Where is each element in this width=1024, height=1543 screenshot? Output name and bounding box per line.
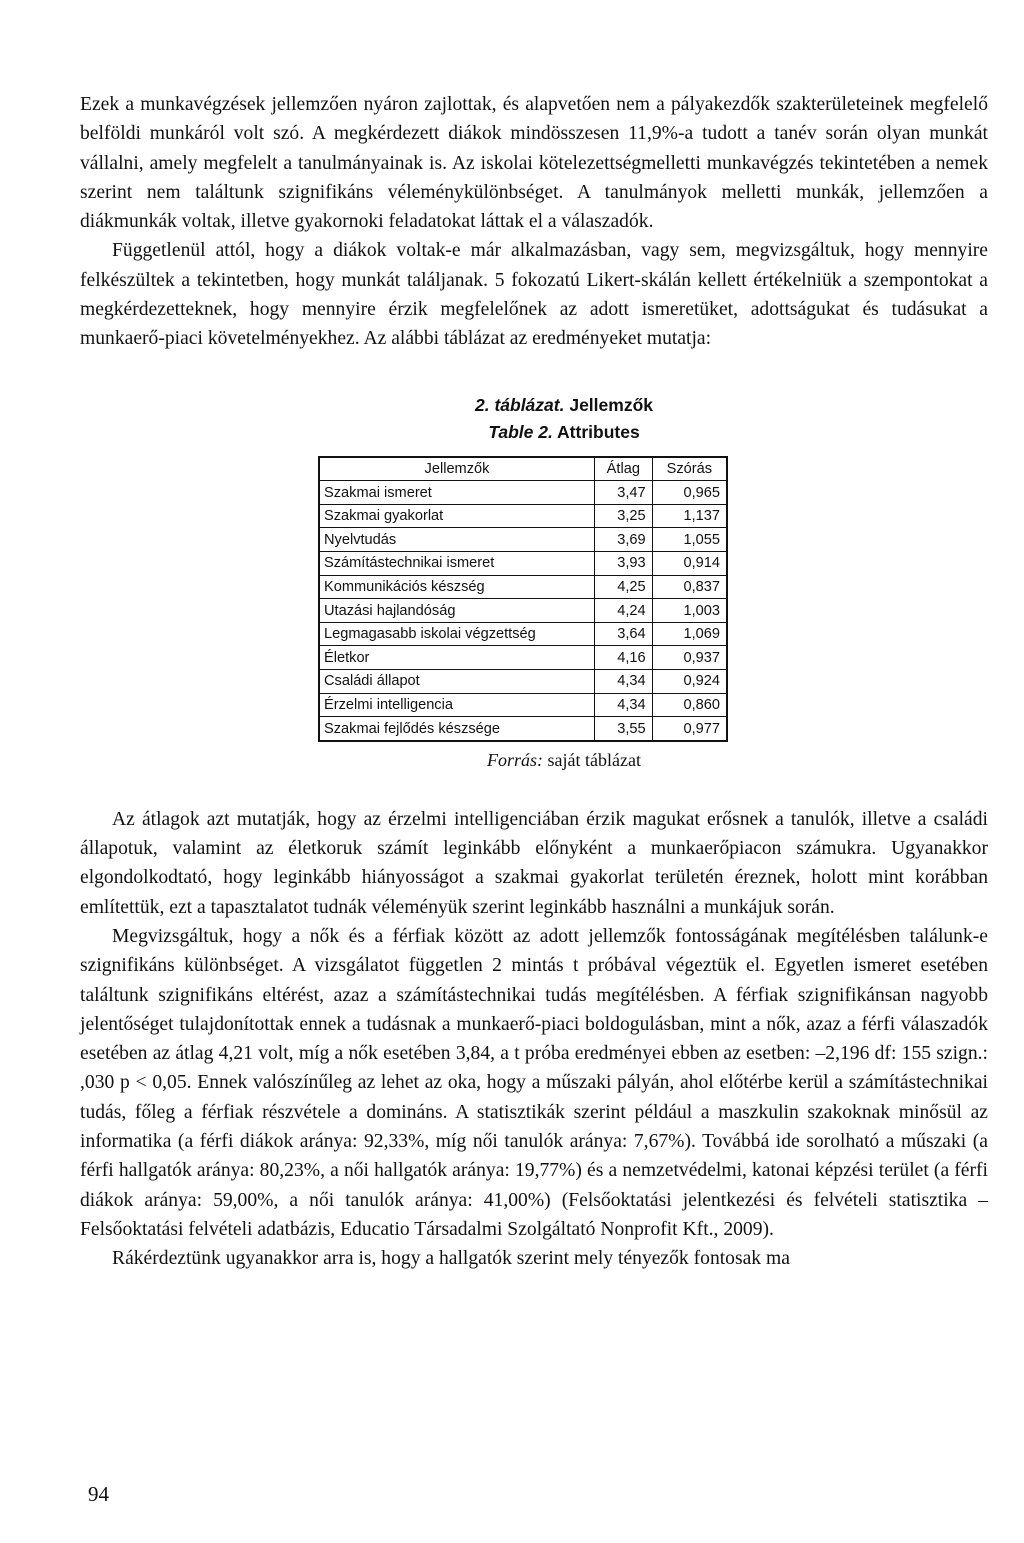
cell-attribute: Családi állapot (319, 670, 595, 694)
cell-attribute: Érzelmi intelligencia (319, 693, 595, 717)
paragraph-gender-analysis: Megvizsgáltuk, hogy a nők és a férfiak között az adott jellemzők fontosságának megítélésben találunk-e szignifikáns különbséget. A vizsgálatot független 2 mintás t próbával végeztük el. Egyetlen ismeret esetében találtunk szignifikáns eltérést, azaz a számítástechnikai tudás megítélésben. A férfiak szignifikánsan nagyobb jelentőséget tulajdonítottak ennek a tudásnak a munkaerő-piaci boldogulásban, mint a nők, azaz a férfi válaszadók esetében az átlag 4,21 volt, míg a nők esetében 3,84, a t próba eredményei ebben az esetben: –2,196 df: 155 szign.: ,030 p < 0,05. Ennek valószínűleg az lehet az oka, hogy a műszaki pályán, ahol előtérbe kerül a számítástechnikai tudás, főleg a férfiak részvétele a domináns. A statisztikák szerint például a maszkulin szakoknak minősül az informatika (a férfi diákok aránya: 92,33%, míg női tanulók aránya: 7,67%). Továbbá ide sorolható a műszaki (a férfi hallgatók aránya: 80,23%, a női hallgatók aránya: 19,77%) és a nemzetvédelmi, katonai képzési terület (a férfi diákok aránya: 59,00%, a női tanulók aránya: 41,00%) (Felsőoktatási jelentkezési és felvételi statisztika – Felsőoktatási felvételi adatbázis, Educatio Társadalmi Szolgáltató Nonprofit Kft., 2009). (80, 925, 988, 1240)
cell-mean: 3,25 (595, 504, 653, 528)
cell-mean: 4,34 (595, 670, 653, 694)
paragraph-likert: Függetlenül attól, hogy a diákok voltak-e már alkalmazásban, vagy sem, megvizsgáltuk, hogy mennyire felkészültek a tekintetben, hogy munkát találjanak. 5 fokozatú Likert-skálán kellett értékelniük a szempontokat a megkérdezetteknek, hogy mennyire érzik megfelelőnek az adott ismeretüket, adottságukat és tudásukat a munkaerő-piaci követelményekhez. Az alábbi táblázat az eredményeket mutatja: (80, 240, 988, 350)
cell-mean: 3,69 (595, 528, 653, 552)
cell-mean: 4,24 (595, 599, 653, 623)
table-header-row (319, 457, 727, 481)
table-caption-hu-text: Jellemzők (569, 394, 653, 415)
cell-sd: 0,837 (652, 575, 727, 599)
cell-attribute: Életkor (319, 646, 595, 670)
header-mean: Átlag (595, 457, 653, 481)
cell-sd: 0,924 (652, 670, 727, 694)
table-row (319, 504, 727, 528)
cell-mean: 3,64 (595, 622, 653, 646)
cell-mean: 4,16 (595, 646, 653, 670)
cell-mean: 4,25 (595, 575, 653, 599)
cell-sd: 1,003 (652, 599, 727, 623)
cell-mean: 3,55 (595, 717, 653, 741)
cell-mean: 3,47 (595, 481, 653, 505)
table-caption-en-text: Attributes (557, 421, 640, 442)
table-caption-en (140, 419, 988, 446)
cell-sd: 1,055 (652, 528, 727, 552)
cell-sd: 1,069 (652, 622, 727, 646)
paragraph-intro: Ezek a munkavégzések jellemzően nyáron zajlottak, és alapvetően nem a pályakezdők szakterületeinek megfelelő belföldi munkáról volt szó. A megkérdezett diákok mindösszesen 11,9%-a tudott a tanév során olyan munkát vállalni, amely megfelelt a tanulmányainak is. Az iskolai kötelezettségmelletti munkavégzés tekintetében a nemek szerint nem találtunk szignifikáns véleménykülönbséget. A tanulmányok melletti munkák, jellemzően a diákmunkák voltak, illetve gyakornoki feladatokat láttak el a válaszadók. (80, 94, 988, 233)
paragraph-closing: Rákérdeztünk ugyanakkor arra is, hogy a hallgatók szerint mely tényezők fontosak ma (112, 1248, 790, 1270)
table-caption-en-prefix: Table 2. (488, 421, 553, 442)
cell-attribute: Szakmai fejlődés készsége (319, 717, 595, 741)
table-row (319, 693, 727, 717)
table-row (319, 528, 727, 552)
cell-sd: 0,914 (652, 552, 727, 576)
cell-attribute: Nyelvtudás (319, 528, 595, 552)
page-number: 94 (88, 1482, 109, 1506)
cell-sd: 0,937 (652, 646, 727, 670)
cell-mean: 4,34 (595, 693, 653, 717)
table-row (319, 552, 727, 576)
paragraph-averages: Az átlagok azt mutatják, hogy az érzelmi intelligenciában érzik magukat erősnek a tanulók, illetve a családi állapotuk, valamint az életkoruk számít leginkább előnyként a munkaerőpiacon számukra. Ugyanakkor elgondolkodtató, hogy leginkább hiányosságot a szakmai gyakorlat területén éreznek, holott mint korábban említettük, ezt a tapasztalatot tudnák véleményük szerint leginkább használni a munkájuk során. (80, 808, 988, 918)
table-body (319, 481, 727, 741)
table-row (319, 646, 727, 670)
cell-attribute: Szakmai gyakorlat (319, 504, 595, 528)
table-row (319, 717, 727, 741)
cell-attribute: Számítástechnikai ismeret (319, 552, 595, 576)
header-sd: Szórás (652, 457, 727, 481)
cell-sd: 0,860 (652, 693, 727, 717)
table-row (319, 599, 727, 623)
attributes-table-wrapper (318, 456, 728, 742)
cell-sd: 0,965 (652, 481, 727, 505)
table-row (319, 575, 727, 599)
table-row (319, 481, 727, 505)
table-caption-hu-prefix: 2. táblázat. (474, 394, 565, 415)
table-source (140, 750, 988, 771)
cell-sd: 0,977 (652, 717, 727, 741)
attributes-table (318, 456, 728, 742)
cell-attribute: Szakmai ismeret (319, 481, 595, 505)
page-content (80, 90, 988, 1274)
table-row (319, 622, 727, 646)
header-attribute: Jellemzők (319, 457, 595, 481)
cell-sd: 1,137 (652, 504, 727, 528)
table-row (319, 670, 727, 694)
cell-attribute: Legmagasabb iskolai végzettség (319, 622, 595, 646)
cell-attribute: Kommunikációs készség (319, 575, 595, 599)
table-caption-hu (140, 392, 988, 419)
cell-mean: 3,93 (595, 552, 653, 576)
source-text: saját táblázat (547, 749, 641, 770)
cell-attribute: Utazási hajlandóság (319, 599, 595, 623)
source-label: Forrás: (487, 749, 544, 770)
